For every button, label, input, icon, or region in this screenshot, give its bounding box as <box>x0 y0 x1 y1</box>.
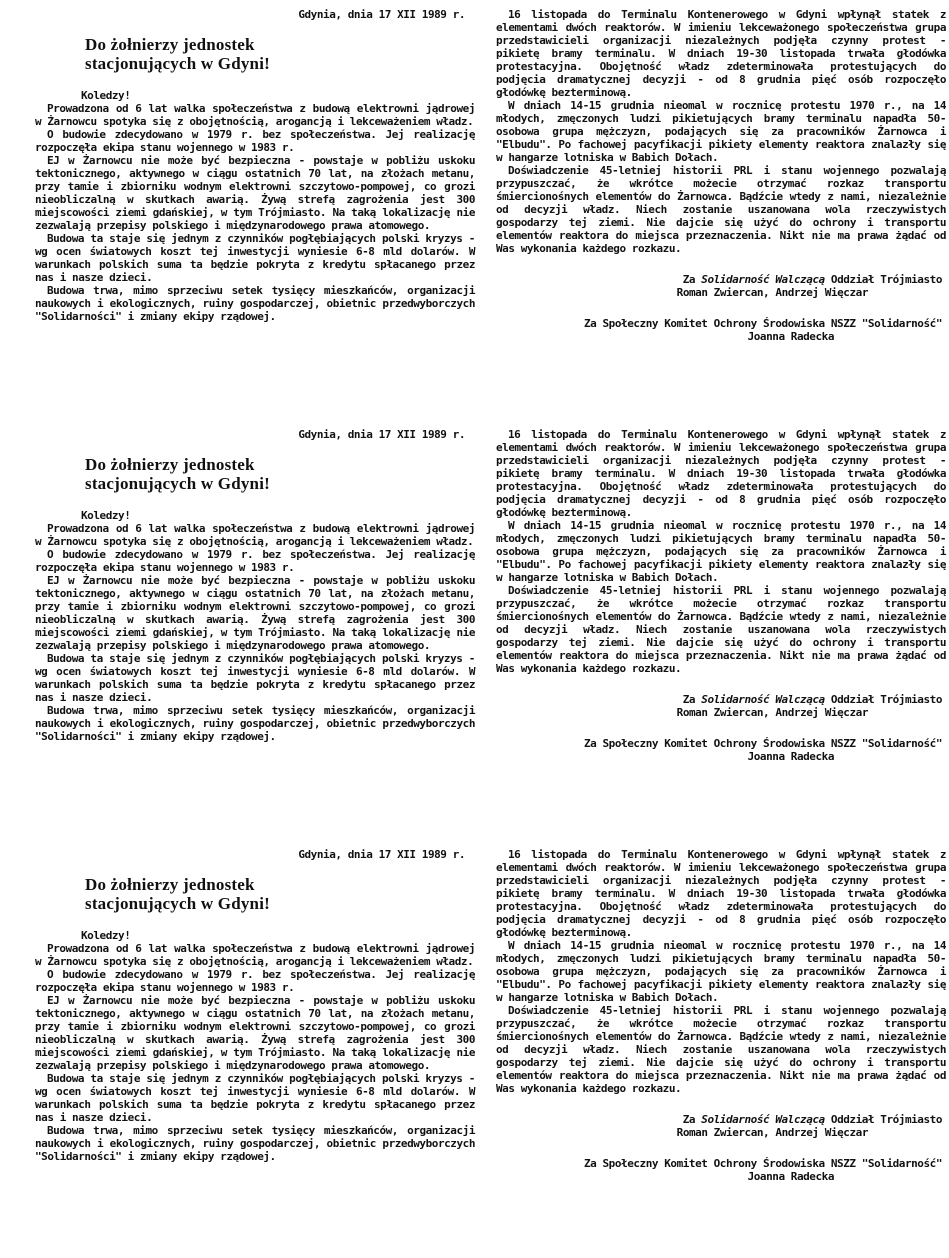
committee-line: Za Społeczny Komitet Ochrony Środowiska NSZZ "Solidarność" <box>583 737 942 750</box>
paragraph: Prowadzona od 6 lat walka społeczeństwa z budową elektrowni jądrowej w Żarnowcu spotyka się z obojętnością, arogancją i lekceważeniem władz. <box>35 522 475 548</box>
paragraph: EJ w Żarnowcu nie może być bezpieczna - powstaje w pobliżu uskoku tektonicznego, aktywnego w ciągu ostatnich 70 lat, na złożach metanu, przy tamie i zbiorniku wodnym elektrowni szczytowo-pompowej, co grozi nieobliczalną w skutkach awarią. Żywą strefą zagrożenia jest 300 miejscowości ziemi gdańskiej, w tym Trójmiasto. Na taką lokalizację nie zezwalają przepisy polskiego i międzynarodowego prawa atomowego. <box>35 154 475 232</box>
paragraph: Budowa ta staje się jednym z czynników pogłębiających polski kryzys - wg ocen światowych koszt tej inwestycji wyniesie 6-8 mld dolarów. W warunkach polskich suma ta będzie pokryta z kredytu spłacanego przez nas i nasze dzieci. <box>35 1072 475 1124</box>
signature-prefix: Za <box>682 1113 702 1126</box>
salutation: Koledzy! <box>81 929 131 942</box>
paragraph: 16 listopada do Terminalu Kontenerowego w Gdyni wpłynął statek z elementami dwóch reaktorów. W imieniu lekceważonego społeczeństwa grupa przedstawicieli organizacji niezależnych podjęła czynny protest - pikietę bramy terminalu. W dniach 19-30 listopada trwała głodówka protestacyjna. Obojętność władz zdeterminowała protestujących do podjęcia dramatycznej decyzji - od 8 grudnia pięć osób rozpoczęło głodówkę bezterminową. <box>496 428 946 519</box>
salutation: Koledzy! <box>81 89 131 102</box>
paragraph: Doświadczenie 45-letniej historii PRL i stanu wojennego pozwalają przypuszczać, że wkrótce możecie otrzymać rozkaz transportu śmiercionośnych elementów do Żarnowca. Bądźcie wtedy z nami, niezależnie od decyzji władz. Niech zostanie uszanowana wola rzeczywistych gospodarzy tej ziemi. Nie dajcie się użyć do ochrony i transportu elementów reaktora do miejsca przeznaczenia. Nikt nie ma prawa żądać od Was wykonania każdego rozkazu. <box>496 1004 946 1095</box>
paragraph: Budowa ta staje się jednym z czynników pogłębiających polski kryzys - wg ocen światowych koszt tej inwestycji wyniesie 6-8 mld dolarów. W warunkach polskich suma ta będzie pokryta z kredytu spłacanego przez nas i nasze dzieci. <box>35 232 475 284</box>
salutation: Koledzy! <box>81 509 131 522</box>
paragraph: Budowa trwa, mimo sprzeciwu setek tysięcy mieszkańców, organizacji naukowych i ekologicznych, ruiny gospodarczej, obietnic przedwyborczych "Solidarności" i zmiany ekipy rządowej. <box>35 284 475 323</box>
signature-solidarnosc-walczaca <box>496 1113 946 1139</box>
paragraph: Budowa trwa, mimo sprzeciwu setek tysięcy mieszkańców, organizacji naukowych i ekologicznych, ruiny gospodarczej, obietnic przedwyborczych "Solidarności" i zmiany ekipy rządowej. <box>35 704 475 743</box>
letter-title <box>85 455 475 493</box>
paragraph: Budowa ta staje się jednym z czynników pogłębiających polski kryzys - wg ocen światowych koszt tej inwestycji wyniesie 6-8 mld dolarów. W warunkach polskich suma ta będzie pokryta z kredytu spłacanego przez nas i nasze dzieci. <box>35 652 475 704</box>
signature-suffix: Oddział Trójmiasto <box>824 693 942 706</box>
left-column <box>35 8 475 323</box>
signature-suffix: Oddział Trójmiasto <box>824 273 942 286</box>
right-column <box>496 428 946 763</box>
signature-ecology-committee <box>496 1157 946 1183</box>
paragraph: 16 listopada do Terminalu Kontenerowego w Gdyni wpłynął statek z elementami dwóch reaktorów. W imieniu lekceważonego społeczeństwa grupa przedstawicieli organizacji niezależnych podjęła czynny protest - pikietę bramy terminalu. W dniach 19-30 listopada trwała głodówka protestacyjna. Obojętność władz zdeterminowała protestujących do podjęcia dramatycznej decyzji - od 8 grudnia pięć osób rozpoczęło głodówkę bezterminową. <box>496 848 946 939</box>
letter-title <box>85 875 475 913</box>
paragraph: W dniach 14-15 grudnia nieomal w rocznicę protestu 1970 r., na 14 młodych, zmęczonych ludzi pikietujących bramy terminalu napadła 50-osobowa grupa mężczyzn, podających się za pracowników Żarnowca i "Elbudu". Po fachowej pacyfikacji pikiety elementy reaktora znalazły się w hangarze lotniska w Babich Dołach. <box>496 939 946 1004</box>
signatory-names: Roman Zwiercan, Andrzej Więczar <box>676 706 868 719</box>
signatory-name: Joanna Radecka <box>747 750 834 763</box>
paragraph: Prowadzona od 6 lat walka społeczeństwa z budową elektrowni jądrowej w Żarnowcu spotyka się z obojętnością, arogancją i lekceważeniem władz. <box>35 102 475 128</box>
organization-name: Solidarność Walczącą <box>701 1113 825 1126</box>
letter-title <box>85 35 475 73</box>
leaflet-copy-2 <box>0 428 949 838</box>
title-line-1: Do żołnierzy jednostek <box>85 35 255 54</box>
committee-line: Za Społeczny Komitet Ochrony Środowiska NSZZ "Solidarność" <box>583 1157 942 1170</box>
paragraph: 16 listopada do Terminalu Kontenerowego w Gdyni wpłynął statek z elementami dwóch reaktorów. W imieniu lekceważonego społeczeństwa grupa przedstawicieli organizacji niezależnych podjęła czynny protest - pikietę bramy terminalu. W dniach 19-30 listopada trwała głodówka protestacyjna. Obojętność władz zdeterminowała protestujących do podjęcia dramatycznej decyzji - od 8 grudnia pięć osób rozpoczęło głodówkę bezterminową. <box>496 8 946 99</box>
paragraph: Budowa trwa, mimo sprzeciwu setek tysięcy mieszkańców, organizacji naukowych i ekologicznych, ruiny gospodarczej, obietnic przedwyborczych "Solidarności" i zmiany ekipy rządowej. <box>35 1124 475 1163</box>
paragraph: Doświadczenie 45-letniej historii PRL i stanu wojennego pozwalają przypuszczać, że wkrótce możecie otrzymać rozkaz transportu śmiercionośnych elementów do Żarnowca. Bądźcie wtedy z nami, niezależnie od decyzji władz. Niech zostanie uszanowana wola rzeczywistych gospodarzy tej ziemi. Nie dajcie się użyć do ochrony i transportu elementów reaktora do miejsca przeznaczenia. Nikt nie ma prawa żądać od Was wykonania każdego rozkazu. <box>496 164 946 255</box>
paragraph: O budowie zdecydowano w 1979 r. bez społeczeństwa. Jej realizację rozpoczęła ekipa stanu wojennego w 1983 r. <box>35 968 475 994</box>
paragraph: W dniach 14-15 grudnia nieomal w rocznicę protestu 1970 r., na 14 młodych, zmęczonych ludzi pikietujących bramy terminalu napadła 50-osobowa grupa mężczyzn, podających się za pracowników Żarnowca i "Elbudu". Po fachowej pacyfikacji pikiety elementy reaktora znalazły się w hangarze lotniska w Babich Dołach. <box>496 99 946 164</box>
paragraph: Prowadzona od 6 lat walka społeczeństwa z budową elektrowni jądrowej w Żarnowcu spotyka się z obojętnością, arogancją i lekceważeniem władz. <box>35 942 475 968</box>
paragraph: O budowie zdecydowano w 1979 r. bez społeczeństwa. Jej realizację rozpoczęła ekipa stanu wojennego w 1983 r. <box>35 548 475 574</box>
signatory-name: Joanna Radecka <box>747 330 834 343</box>
right-column <box>496 8 946 343</box>
paragraph: O budowie zdecydowano w 1979 r. bez społeczeństwa. Jej realizację rozpoczęła ekipa stanu wojennego w 1983 r. <box>35 128 475 154</box>
organization-name: Solidarność Walczącą <box>701 693 825 706</box>
paragraph: EJ w Żarnowcu nie może być bezpieczna - powstaje w pobliżu uskoku tektonicznego, aktywnego w ciągu ostatnich 70 lat, na złożach metanu, przy tamie i zbiorniku wodnym elektrowni szczytowo-pompowej, co grozi nieobliczalną w skutkach awarią. Żywą strefą zagrożenia jest 300 miejscowości ziemi gdańskiej, w tym Trójmiasto. Na taką lokalizację nie zezwalają przepisy polskiego i międzynarodowego prawa atomowego. <box>35 994 475 1072</box>
signature-prefix: Za <box>682 693 702 706</box>
signature-solidarnosc-walczaca <box>496 273 946 299</box>
leaflet-copy-3 <box>0 848 949 1258</box>
title-line-2: stacjonujących w Gdyni! <box>85 54 270 73</box>
title-line-1: Do żołnierzy jednostek <box>85 455 255 474</box>
signature-ecology-committee <box>496 317 946 343</box>
right-column <box>496 848 946 1183</box>
organization-name: Solidarność Walczącą <box>701 273 825 286</box>
left-column <box>35 428 475 743</box>
dateline: Gdynia, dnia 17 XII 1989 r. <box>298 8 465 21</box>
paragraph: W dniach 14-15 grudnia nieomal w rocznicę protestu 1970 r., na 14 młodych, zmęczonych ludzi pikietujących bramy terminalu napadła 50-osobowa grupa mężczyzn, podających się za pracowników Żarnowca i "Elbudu". Po fachowej pacyfikacji pikiety elementy reaktora znalazły się w hangarze lotniska w Babich Dołach. <box>496 519 946 584</box>
signatory-name: Joanna Radecka <box>747 1170 834 1183</box>
dateline: Gdynia, dnia 17 XII 1989 r. <box>298 428 465 441</box>
title-line-2: stacjonujących w Gdyni! <box>85 894 270 913</box>
signatory-names: Roman Zwiercan, Andrzej Więczar <box>676 286 868 299</box>
signature-suffix: Oddział Trójmiasto <box>824 1113 942 1126</box>
committee-line: Za Społeczny Komitet Ochrony Środowiska NSZZ "Solidarność" <box>583 317 942 330</box>
signature-solidarnosc-walczaca <box>496 693 946 719</box>
dateline: Gdynia, dnia 17 XII 1989 r. <box>298 848 465 861</box>
signature-ecology-committee <box>496 737 946 763</box>
left-column <box>35 848 475 1163</box>
signature-prefix: Za <box>682 273 702 286</box>
paragraph: Doświadczenie 45-letniej historii PRL i stanu wojennego pozwalają przypuszczać, że wkrótce możecie otrzymać rozkaz transportu śmiercionośnych elementów do Żarnowca. Bądźcie wtedy z nami, niezależnie od decyzji władz. Niech zostanie uszanowana wola rzeczywistych gospodarzy tej ziemi. Nie dajcie się użyć do ochrony i transportu elementów reaktora do miejsca przeznaczenia. Nikt nie ma prawa żądać od Was wykonania każdego rozkazu. <box>496 584 946 675</box>
leaflet-copy-1 <box>0 8 949 418</box>
paragraph: EJ w Żarnowcu nie może być bezpieczna - powstaje w pobliżu uskoku tektonicznego, aktywnego w ciągu ostatnich 70 lat, na złożach metanu, przy tamie i zbiorniku wodnym elektrowni szczytowo-pompowej, co grozi nieobliczalną w skutkach awarią. Żywą strefą zagrożenia jest 300 miejscowości ziemi gdańskiej, w tym Trójmiasto. Na taką lokalizację nie zezwalają przepisy polskiego i międzynarodowego prawa atomowego. <box>35 574 475 652</box>
signatory-names: Roman Zwiercan, Andrzej Więczar <box>676 1126 868 1139</box>
title-line-1: Do żołnierzy jednostek <box>85 875 255 894</box>
title-line-2: stacjonujących w Gdyni! <box>85 474 270 493</box>
